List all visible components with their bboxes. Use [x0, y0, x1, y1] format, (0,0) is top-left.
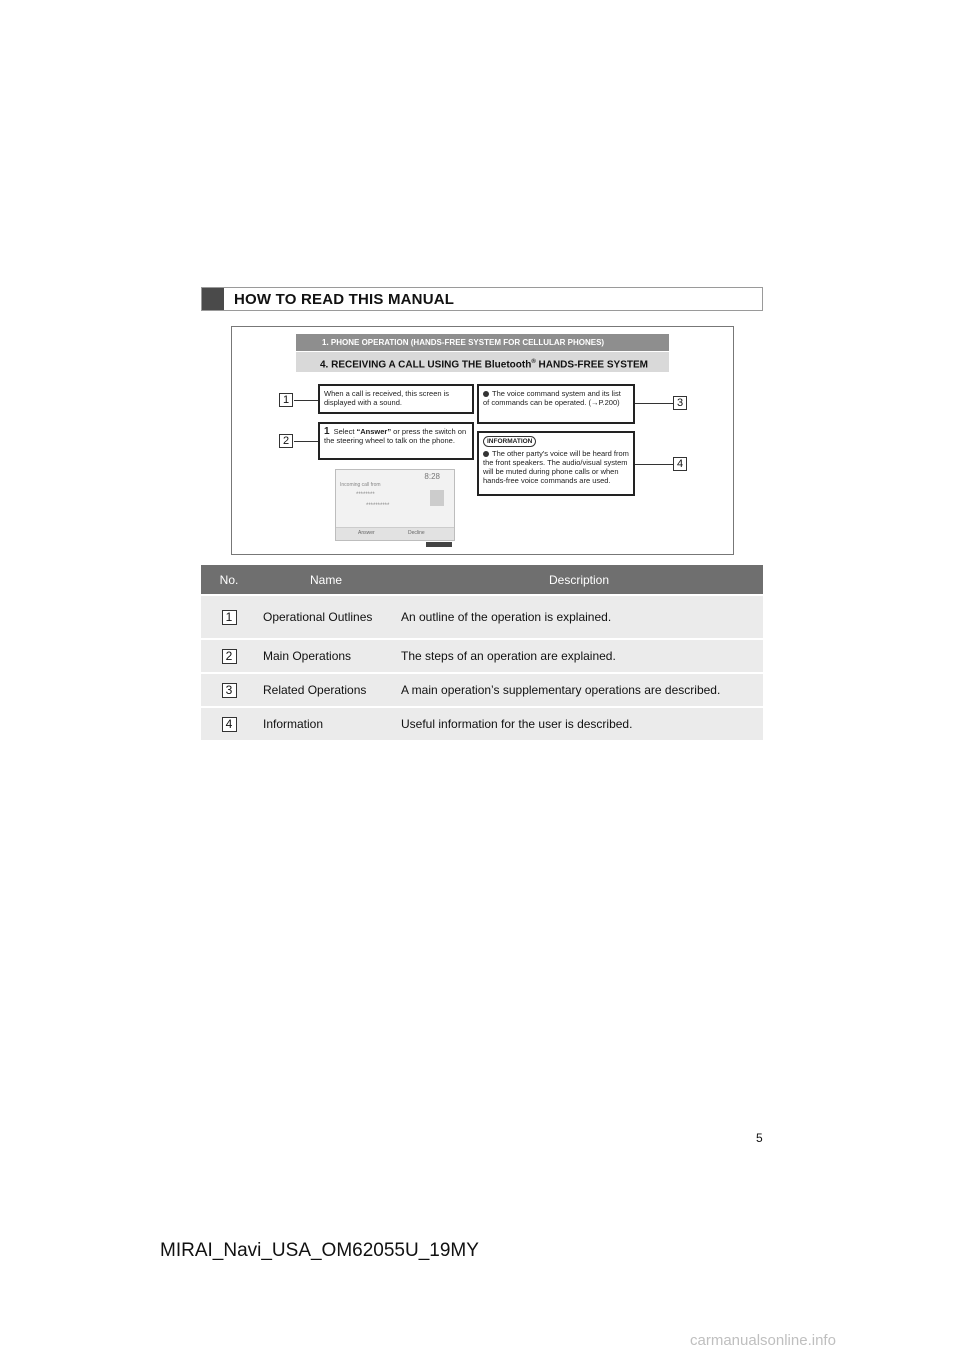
callout-leader-1: [294, 400, 318, 401]
row-name: Related Operations: [257, 673, 395, 707]
row-description: The steps of an operation are explained.: [395, 639, 763, 673]
callout-number-3: 3: [673, 396, 687, 410]
operational-outline-box: When a call is received, this screen is displayed with a sound.: [318, 384, 474, 414]
answer-label: Answer: [358, 530, 375, 536]
callout-leader-2: [294, 441, 318, 442]
contact-avatar-icon: [430, 490, 444, 506]
figure-chapter-heading: 1. PHONE OPERATION (HANDS-FREE SYSTEM FOR CELLULAR PHONES): [296, 334, 669, 351]
callout-leader-3: [635, 403, 673, 404]
column-header-no: No.: [201, 565, 257, 595]
section-tab-marker: [202, 288, 224, 310]
caller-name: ********: [356, 492, 375, 498]
row-description: A main operation’s supplementary operations are described.: [395, 673, 763, 707]
screen-action-bar: [336, 527, 454, 540]
step-number: 1: [324, 426, 330, 437]
column-header-name: Name: [257, 565, 395, 595]
table-row: [201, 673, 763, 707]
page-number: 5: [756, 1131, 763, 1145]
table-row: [201, 707, 763, 740]
information-tag: INFORMATION: [483, 436, 536, 447]
row-description: Useful information for the user is described.: [395, 707, 763, 740]
manual-parts-table: [201, 565, 763, 740]
section-title: HOW TO READ THIS MANUAL: [234, 291, 455, 308]
row-number: 2: [222, 649, 237, 664]
column-header-description: Description: [395, 565, 763, 595]
row-number: 4: [222, 717, 237, 732]
document-footer: MIRAI_Navi_USA_OM62055U_19MY: [160, 1240, 479, 1261]
figure-id-tag: [426, 542, 452, 547]
callout-number-2: 2: [279, 434, 293, 448]
decline-label: Decline: [408, 530, 425, 536]
related-operation-box: The voice command system and its list of commands can be operated. (→P.200): [477, 384, 635, 424]
manual-illustration: [231, 326, 734, 555]
bullet-icon: [483, 451, 489, 457]
information-box: INFORMATION The other party's voice will be heard from the front speakers. The audio/visual system will be muted during phone calls or when hands-free voice commands are used.: [477, 431, 635, 496]
watermark: carmanualsonline.info: [690, 1332, 836, 1349]
screen-time: 8:28: [424, 472, 440, 481]
table-header-row: [201, 565, 763, 595]
table-row: [201, 595, 763, 639]
section-header: [201, 287, 763, 311]
caller-number: **********: [366, 503, 390, 509]
row-name: Information: [257, 707, 395, 740]
callout-number-1: 1: [279, 393, 293, 407]
table-row: [201, 639, 763, 673]
incoming-call-label: Incoming call from: [340, 482, 381, 488]
row-name: Operational Outlines: [257, 595, 395, 639]
row-number: 1: [222, 610, 237, 625]
callout-leader-4: [635, 464, 673, 465]
row-name: Main Operations: [257, 639, 395, 673]
main-operation-box: 1 Select “Answer” or press the switch on the steering wheel to talk on the phone.: [318, 422, 474, 460]
phone-screen-thumbnail: [335, 469, 455, 541]
callout-number-4: 4: [673, 457, 687, 471]
bullet-icon: [483, 391, 489, 397]
figure-section-heading: 4. RECEIVING A CALL USING THE Bluetooth® HANDS-FREE SYSTEM: [296, 352, 669, 372]
row-description: An outline of the operation is explained.: [395, 595, 763, 639]
row-number: 3: [222, 683, 237, 698]
